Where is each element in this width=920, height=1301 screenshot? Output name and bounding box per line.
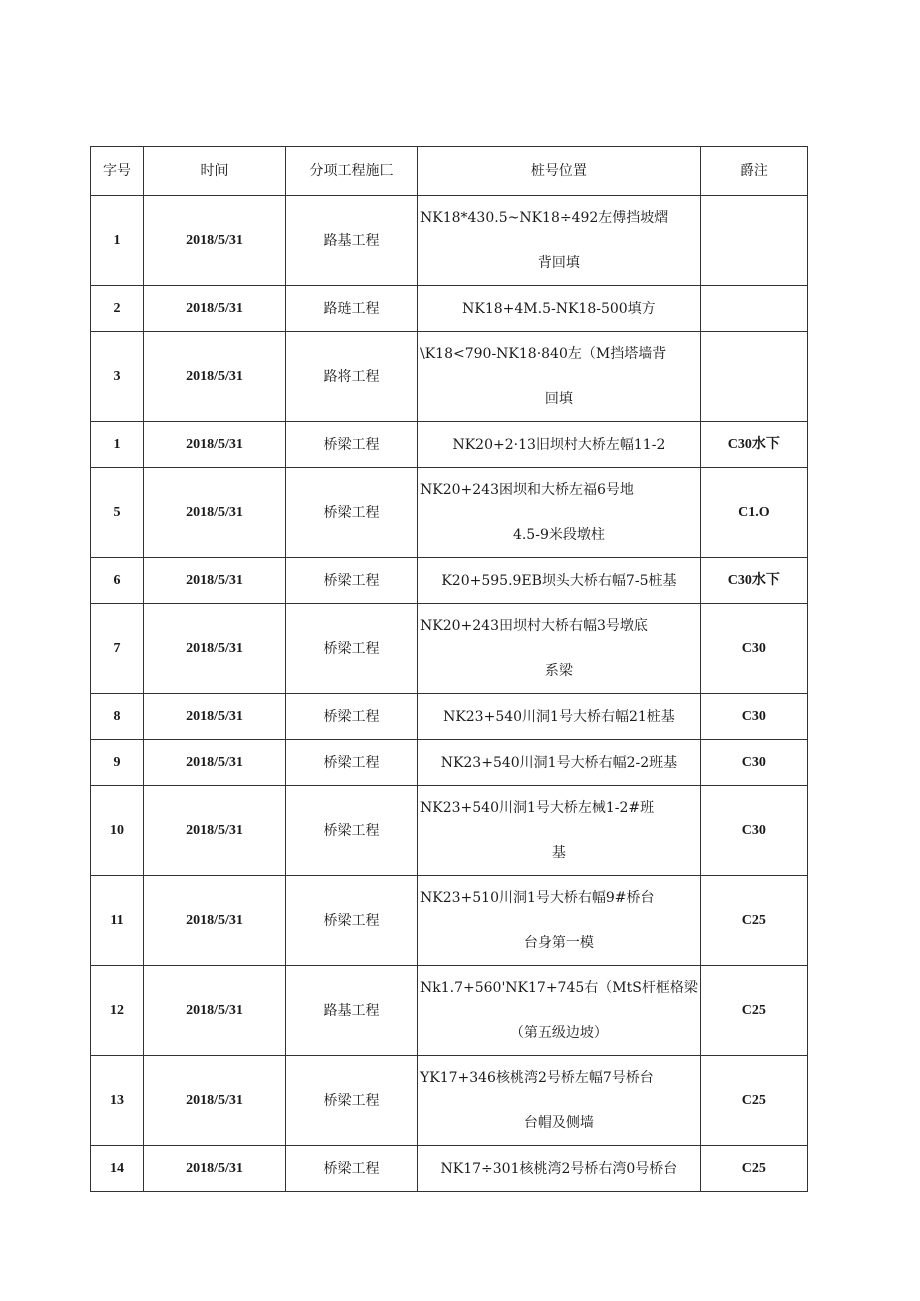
table-row [91, 468, 808, 558]
table-row [91, 558, 808, 604]
pile-location-line: K20+595.9EB坝头大桥右幅7-5桩基 [441, 572, 677, 589]
row-remarks: C30 [700, 694, 807, 740]
pile-location-line: YK17+346核桃湾2号桥左幅7号桥台 [420, 1070, 654, 1086]
row-serial: 1 [91, 422, 144, 468]
row-serial: 9 [91, 740, 144, 786]
row-serial: 2 [91, 286, 144, 332]
row-work-item: 路将工程 [286, 332, 418, 422]
row-remarks: C25 [700, 1146, 807, 1192]
pile-location-line: NK20+243困坝和大桥左福6号地 [420, 482, 634, 498]
table-row [91, 876, 808, 966]
row-pile-location [418, 196, 701, 286]
row-remarks: C1.O [700, 468, 807, 558]
pile-location-line: NK23+510川洞1号大桥右幅9#桥台 [420, 890, 655, 906]
row-serial: 5 [91, 468, 144, 558]
pile-location-line: NK23+540川洞1号大桥左械1-2#班 [420, 800, 655, 816]
row-date: 2018/5/31 [144, 694, 286, 740]
table-row [91, 604, 808, 694]
row-pile-location [418, 332, 701, 422]
row-pile-location [418, 558, 701, 604]
table-row [91, 1146, 808, 1192]
row-work-item: 路琏工程 [286, 286, 418, 332]
table-row [91, 740, 808, 786]
row-pile-location [418, 694, 701, 740]
row-work-item: 桥梁工程 [286, 876, 418, 966]
row-pile-location [418, 1056, 701, 1146]
row-date: 2018/5/31 [144, 740, 286, 786]
row-work-item: 桥梁工程 [286, 422, 418, 468]
row-serial: 12 [91, 966, 144, 1056]
row-serial: 10 [91, 786, 144, 876]
table-row [91, 196, 808, 286]
row-date: 2018/5/31 [144, 196, 286, 286]
row-serial: 11 [91, 876, 144, 966]
row-serial: 1 [91, 196, 144, 286]
row-remarks: C25 [700, 876, 807, 966]
row-date: 2018/5/31 [144, 966, 286, 1056]
table-row [91, 966, 808, 1056]
row-remarks: C25 [700, 1056, 807, 1146]
row-pile-location [418, 740, 701, 786]
row-pile-location [418, 1146, 701, 1192]
table-row [91, 286, 808, 332]
row-pile-location [418, 604, 701, 694]
construction-record-table [90, 146, 808, 1192]
pile-location-line: NK18*430.5~NK18÷492左傅挡坡熠 [420, 210, 669, 226]
row-pile-location [418, 422, 701, 468]
row-work-item: 桥梁工程 [286, 1056, 418, 1146]
pile-location-line: 回填 [544, 391, 573, 407]
pile-location-line: NK23+540川洞1号大桥右幅21桩基 [443, 708, 675, 725]
pile-location-line: 4.5-9米段墩柱 [512, 527, 605, 543]
row-serial: 8 [91, 694, 144, 740]
table-row [91, 332, 808, 422]
row-serial: 13 [91, 1056, 144, 1146]
row-remarks: C30水下 [700, 558, 807, 604]
header-work-item: 分项工程施匚 [286, 147, 418, 196]
pile-location-line: NK18+4M.5-NK18-500填方 [462, 300, 656, 317]
row-date: 2018/5/31 [144, 1056, 286, 1146]
header-date: 时间 [144, 147, 286, 196]
row-remarks [700, 286, 807, 332]
row-serial: 7 [91, 604, 144, 694]
row-work-item: 桥梁工程 [286, 740, 418, 786]
pile-location-line: 系梁 [544, 663, 573, 679]
pile-location-line: NK20+243田坝村大桥右幅3号墩底 [420, 618, 648, 634]
row-date: 2018/5/31 [144, 422, 286, 468]
row-work-item: 路基工程 [286, 966, 418, 1056]
pile-location-line: 基 [551, 845, 566, 861]
table-row [91, 786, 808, 876]
row-date: 2018/5/31 [144, 876, 286, 966]
row-remarks [700, 196, 807, 286]
pile-location-line: （第五级边坡） [509, 1025, 608, 1041]
pile-location-line: 台身第一模 [523, 935, 594, 951]
row-date: 2018/5/31 [144, 558, 286, 604]
table-row [91, 422, 808, 468]
pile-location-line: \K18<790-NK18·840左（M挡塔墙背 [420, 346, 667, 362]
row-serial: 6 [91, 558, 144, 604]
table-row [91, 694, 808, 740]
row-pile-location [418, 786, 701, 876]
header-pile-location: 桩号位置 [418, 147, 701, 196]
header-remarks: 爵注 [700, 147, 807, 196]
pile-location-line: NK23+540川洞1号大桥右幅2-2班基 [440, 754, 678, 771]
row-work-item: 路基工程 [286, 196, 418, 286]
pile-location-line: NK17÷301核桃湾2号桥右湾0号桥台 [440, 1160, 678, 1177]
table-body [91, 196, 808, 1192]
row-remarks: C30水下 [700, 422, 807, 468]
row-date: 2018/5/31 [144, 332, 286, 422]
pile-location-line: 台帽及侧墙 [523, 1115, 594, 1131]
row-date: 2018/5/31 [144, 786, 286, 876]
row-serial: 14 [91, 1146, 144, 1192]
row-work-item: 桥梁工程 [286, 468, 418, 558]
row-date: 2018/5/31 [144, 1146, 286, 1192]
pile-location-line: Nk1.7+560'NK17+745右（MtS杆框格梁 [420, 980, 698, 996]
row-date: 2018/5/31 [144, 604, 286, 694]
row-pile-location [418, 966, 701, 1056]
table-row [91, 1056, 808, 1146]
row-serial: 3 [91, 332, 144, 422]
row-work-item: 桥梁工程 [286, 786, 418, 876]
row-remarks: C30 [700, 740, 807, 786]
header-serial: 字号 [91, 147, 144, 196]
table-header-row [91, 147, 808, 196]
row-pile-location [418, 286, 701, 332]
row-work-item: 桥梁工程 [286, 604, 418, 694]
pile-location-line: 背回填 [537, 255, 580, 271]
row-date: 2018/5/31 [144, 286, 286, 332]
row-remarks: C25 [700, 966, 807, 1056]
row-work-item: 桥梁工程 [286, 694, 418, 740]
row-work-item: 桥梁工程 [286, 558, 418, 604]
row-remarks [700, 332, 807, 422]
row-pile-location [418, 468, 701, 558]
row-pile-location [418, 876, 701, 966]
pile-location-line: NK20+2·13旧坝村大桥左幅11-2 [452, 436, 666, 453]
row-remarks: C30 [700, 604, 807, 694]
row-remarks: C30 [700, 786, 807, 876]
row-work-item: 桥梁工程 [286, 1146, 418, 1192]
row-date: 2018/5/31 [144, 468, 286, 558]
